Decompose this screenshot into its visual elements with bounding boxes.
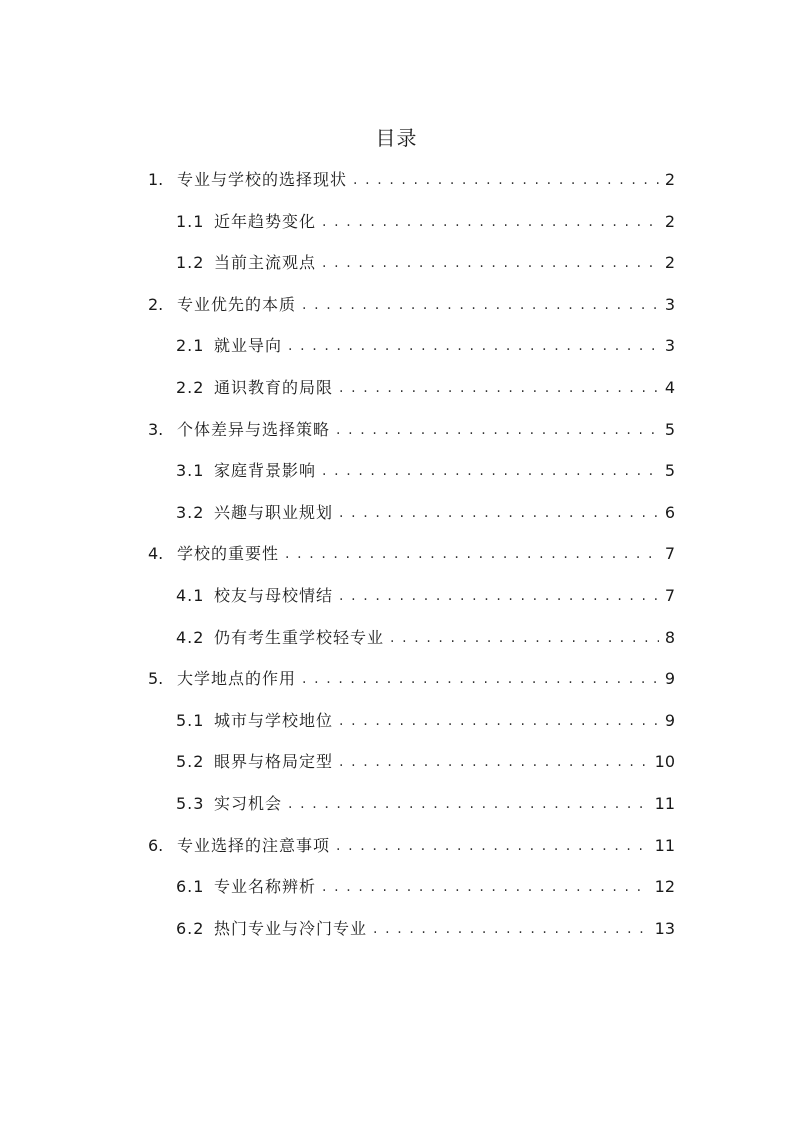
toc-entry[interactable]: [176, 582, 675, 610]
toc-entry-number: 5.2: [176, 752, 205, 772]
toc-entry-title: 通识教育的局限: [214, 378, 334, 397]
toc-entry-title: 个体差异与选择策略: [177, 419, 331, 439]
toc-dot-leader: [288, 332, 659, 360]
toc-entry[interactable]: [176, 499, 675, 527]
toc-entry-number: 1.1: [176, 211, 205, 231]
toc-entry-title: 眼界与格局定型: [214, 752, 334, 772]
toc-entry-number: 3.: [148, 419, 164, 439]
toc-entry-number: 4.2: [176, 627, 205, 647]
toc-entry-title: 当前主流观点: [214, 253, 317, 273]
toc-entry-page: 3: [664, 294, 675, 314]
toc-dot-leader: [339, 582, 659, 610]
toc-entry-number: 3.1: [176, 461, 205, 481]
toc-entry[interactable]: [176, 707, 675, 735]
toc-entry-title: 家庭背景影响: [214, 461, 317, 481]
toc-entry-page: 10: [654, 752, 675, 772]
toc-dot-leader: [288, 790, 649, 818]
toc-entry-number: 4.: [148, 544, 164, 564]
toc-entry-title: 大学地点的作用: [177, 669, 297, 689]
toc-entry[interactable]: [148, 166, 675, 194]
toc-entry[interactable]: [176, 249, 675, 277]
toc-entry-number: 2.: [148, 294, 164, 314]
toc-entry[interactable]: [148, 291, 675, 319]
page-title: 目录: [375, 126, 418, 150]
toc-entry[interactable]: [176, 790, 675, 818]
toc-entry-number: 6.1: [176, 877, 205, 897]
toc-entry-title: 兴趣与职业规划: [214, 502, 334, 522]
toc-entry-title: 专业优先的本质: [177, 294, 297, 314]
toc-entry-number: 5.: [148, 669, 164, 689]
toc-entry-page: 5: [664, 461, 675, 481]
toc-entry-title: 实习机会: [214, 794, 283, 813]
toc-entry-page: 13: [654, 918, 675, 938]
toc-entry[interactable]: [148, 416, 675, 444]
toc-entry-title: 就业导向: [214, 336, 283, 356]
toc-entry-number: 1.: [148, 170, 164, 189]
toc-entry-title: 仍有考生重学校轻专业: [214, 627, 385, 647]
toc-dot-leader: [322, 457, 659, 485]
toc-entry-number: 5.3: [176, 794, 205, 813]
toc-entry[interactable]: [176, 748, 675, 776]
toc-entry-title: 学校的重要性: [177, 544, 280, 564]
toc-entry-page: 5: [664, 419, 675, 439]
toc-dot-leader: [373, 915, 649, 943]
toc-entry-title: 近年趋势变化: [214, 211, 317, 231]
toc-entry-number: 6.: [148, 835, 164, 855]
toc-entry-title: 城市与学校地位: [214, 710, 334, 730]
toc-entry[interactable]: [176, 208, 675, 236]
toc-entry-page: 2: [664, 211, 675, 231]
toc-entry-page: 7: [664, 586, 675, 605]
toc-entry-page: 7: [664, 544, 675, 564]
toc-dot-leader: [339, 374, 659, 402]
toc-entry-number: 6.2: [176, 918, 205, 938]
toc-entry-page: 2: [664, 253, 675, 273]
toc-entry[interactable]: [176, 332, 675, 360]
toc-entry-number: 4.1: [176, 586, 205, 605]
toc-dot-leader: [390, 624, 659, 652]
toc-entry-page: 8: [664, 627, 675, 647]
toc-dot-leader: [336, 416, 659, 444]
toc-entry-title: 专业选择的注意事项: [177, 835, 331, 855]
toc-entry-page: 12: [654, 877, 675, 897]
toc-entry-title: 专业名称辨析: [214, 877, 317, 897]
toc-entry-number: 2.1: [176, 336, 205, 356]
toc-entry-title: 专业与学校的选择现状: [177, 170, 348, 189]
toc-dot-leader: [339, 707, 659, 735]
toc-dot-leader: [322, 873, 649, 901]
toc-entry[interactable]: [148, 665, 675, 693]
toc-dot-leader: [285, 540, 659, 568]
toc-entry-page: 3: [664, 336, 675, 356]
toc-dot-leader: [302, 665, 659, 693]
toc-dot-leader: [336, 832, 649, 860]
toc-entry-page: 9: [664, 669, 675, 689]
toc-entry-title: 校友与母校情结: [214, 586, 334, 605]
toc-entry-page: 6: [664, 502, 675, 522]
toc-entry-title: 热门专业与冷门专业: [214, 918, 368, 938]
toc-entry-number: 5.1: [176, 710, 205, 730]
toc-entry[interactable]: [176, 374, 675, 402]
toc-entry-number: 3.2: [176, 502, 205, 522]
toc-entry-number: 1.2: [176, 253, 205, 273]
toc-entry-page: 4: [664, 378, 675, 397]
toc-entry[interactable]: [148, 540, 675, 568]
toc-dot-leader: [322, 249, 659, 277]
toc-entry-page: 9: [664, 710, 675, 730]
toc-dot-leader: [302, 291, 659, 319]
toc-entry-page: 11: [654, 835, 675, 855]
toc-entry[interactable]: [176, 915, 675, 943]
toc-entry[interactable]: [176, 873, 675, 901]
toc-dot-leader: [339, 748, 649, 776]
toc-entry-number: 2.2: [176, 378, 205, 397]
toc-entry[interactable]: [176, 457, 675, 485]
toc-dot-leader: [322, 208, 659, 236]
toc-entry-page: 2: [664, 170, 675, 189]
toc-entry-page: 11: [654, 794, 675, 813]
toc-dot-leader: [339, 499, 659, 527]
toc-entry[interactable]: [176, 624, 675, 652]
toc-dot-leader: [353, 166, 659, 194]
toc-entry[interactable]: [148, 832, 675, 860]
